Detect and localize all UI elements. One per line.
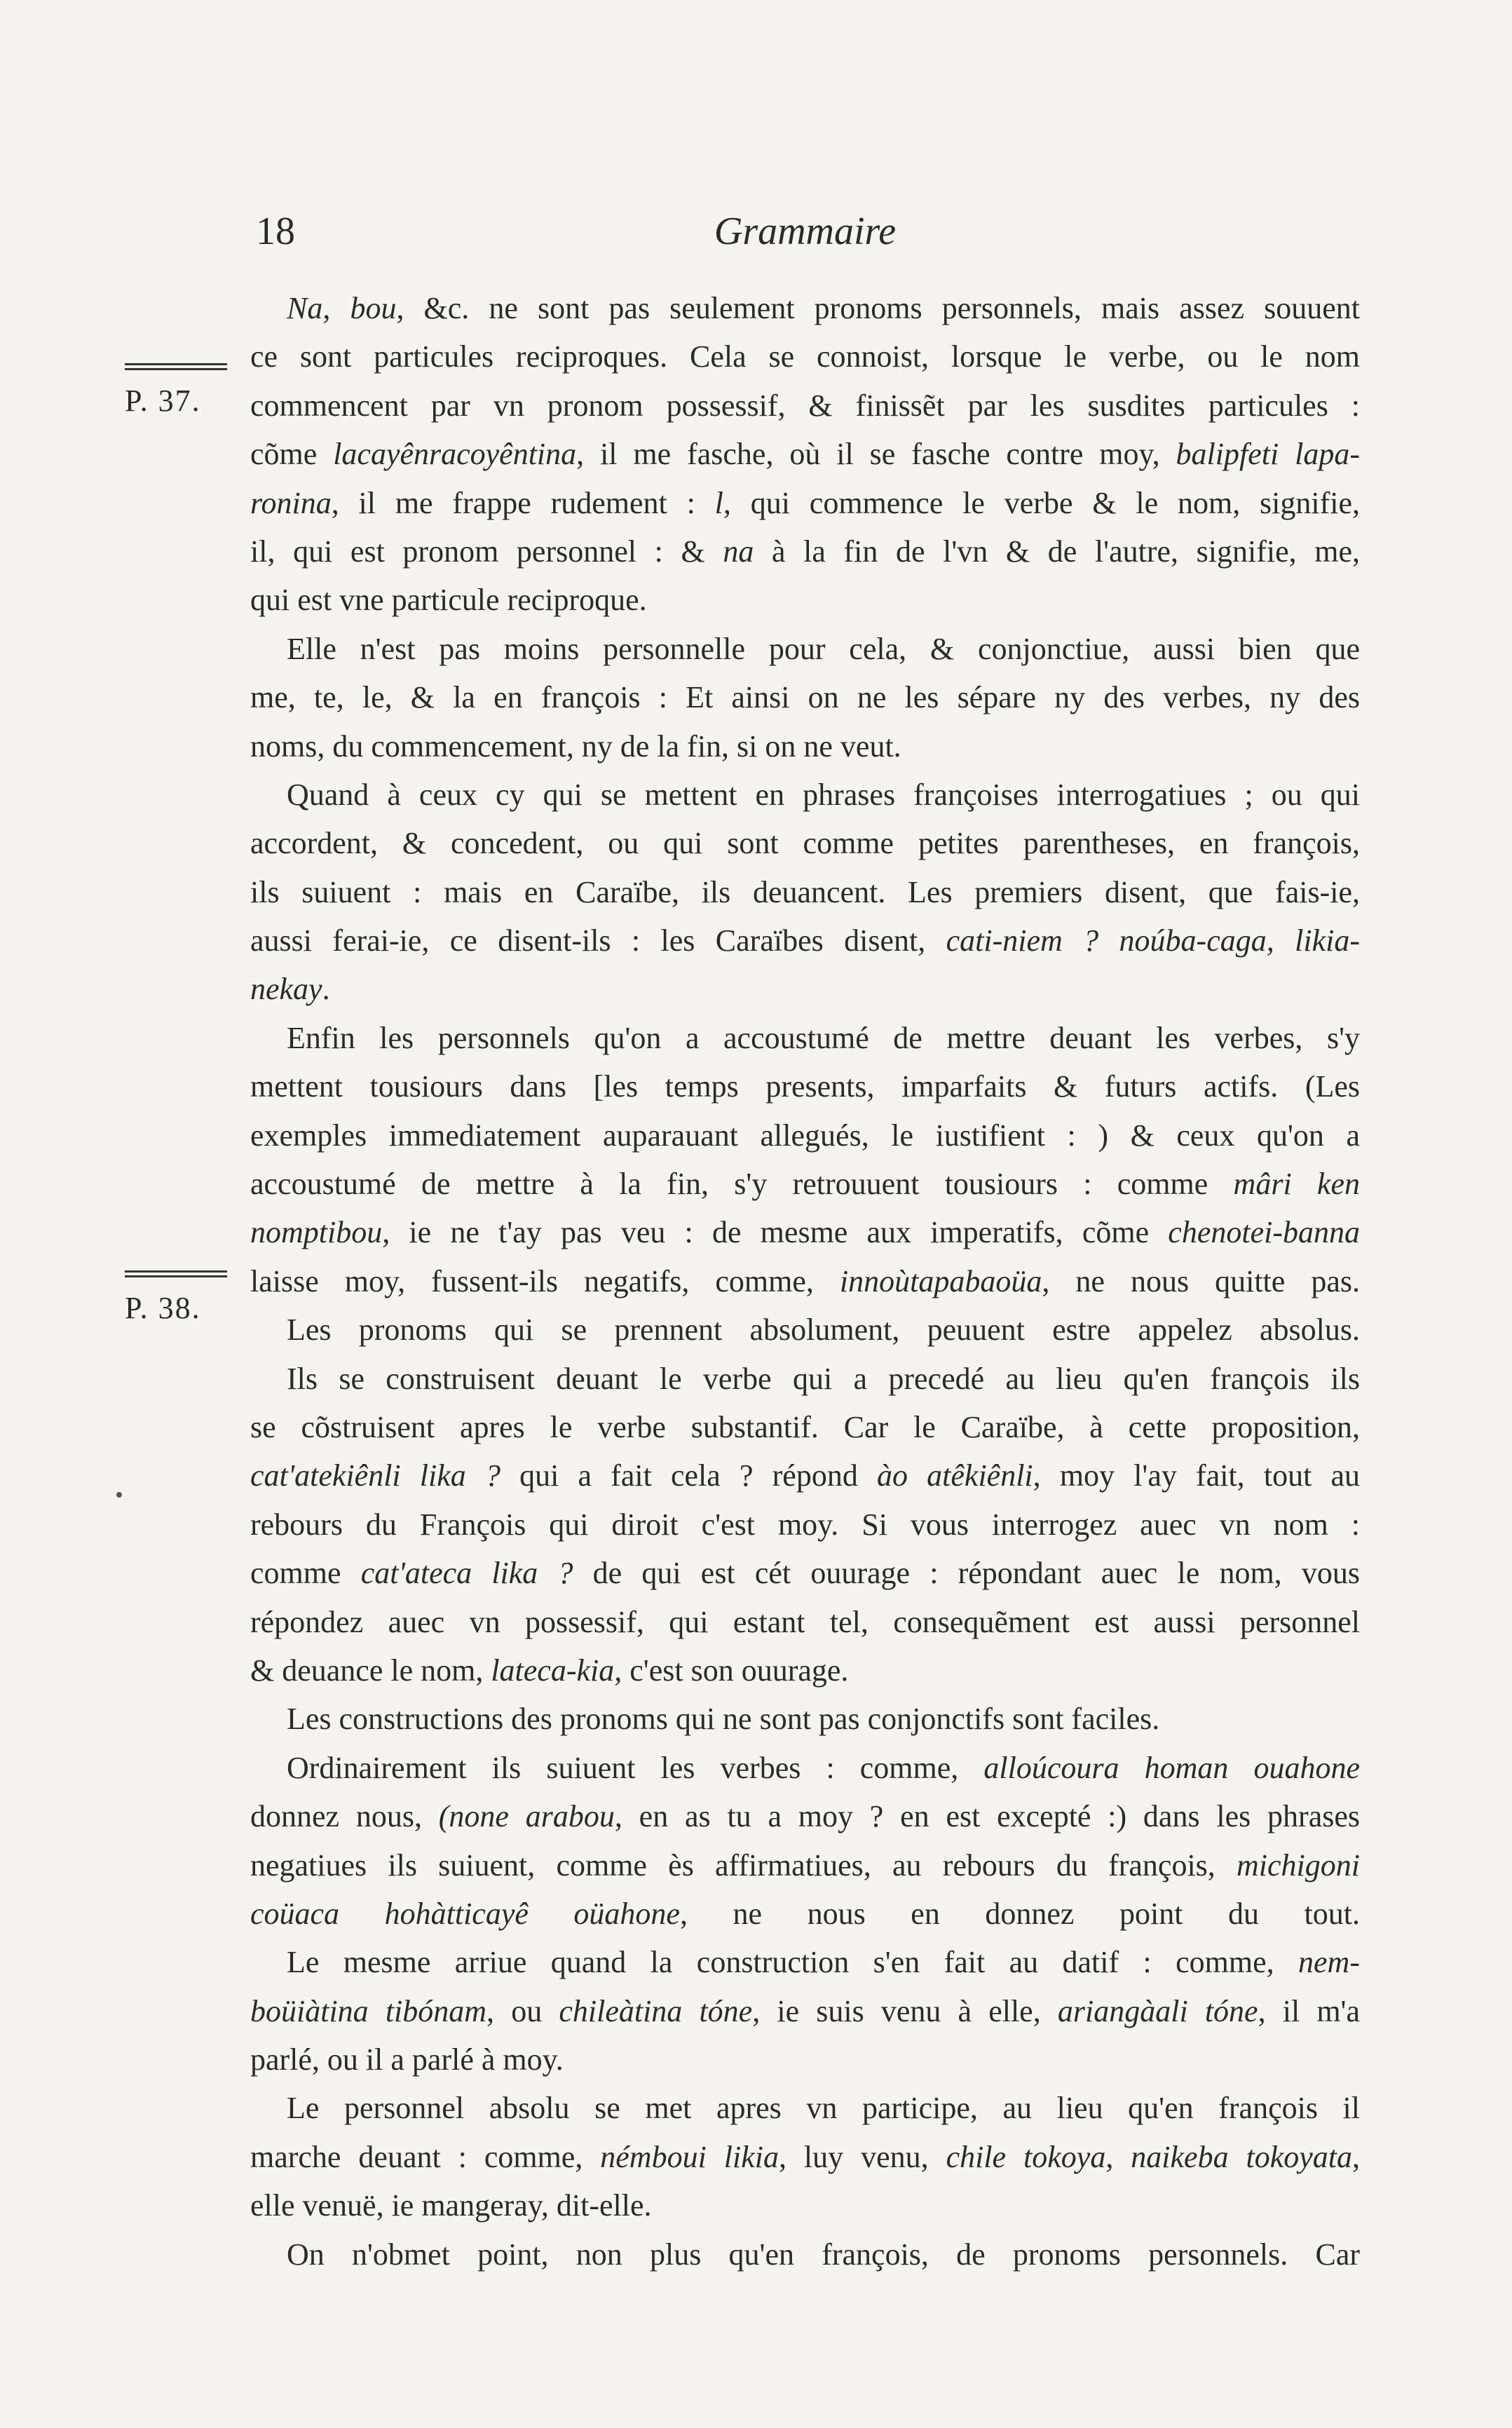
text-run: , ie suis venu à elle,	[752, 1993, 1058, 2028]
text-line	[250, 1646, 1360, 1695]
italic-word: lacayênracoyêntina	[333, 437, 577, 472]
text-line	[250, 1890, 1360, 1938]
text-run: ,	[322, 291, 350, 325]
italic-word: balipfeti lapa-	[1176, 437, 1360, 472]
text-line	[250, 1062, 1360, 1111]
italic-word: chenotei-banna	[1168, 1215, 1360, 1250]
text-run: commencent par vn pronom possessif, & finissẽt par les susdites particules :	[250, 388, 1360, 423]
text-line	[250, 2230, 1360, 2279]
text-run: , il me frappe rudement :	[331, 485, 715, 520]
italic-word: Na	[287, 291, 323, 325]
italic-word: michigoni	[1237, 1847, 1360, 1883]
italic-word: chile tokoya	[946, 2139, 1106, 2174]
text-run: , ne nous quitte pas.	[1042, 1263, 1360, 1298]
text-line	[250, 1841, 1360, 1890]
text-run: Les pronoms qui se prennent absolument, peuuent estre appelez absolus.	[287, 1313, 1360, 1348]
text-line	[250, 1355, 1360, 1403]
text-run: Elle n'est pas moins personnelle pour cela, & conjonctiue, aussi bien que	[287, 631, 1360, 666]
text-run: accoustumé de mettre à la fin, s'y retrouuent tousiours : comme	[250, 1167, 1234, 1202]
italic-word: ào atêkiênli	[877, 1458, 1033, 1493]
text-run: Enfin les personnels qu'on a accoustumé de mettre deuant les verbes, s'y	[287, 1020, 1360, 1055]
text-run: cõme	[250, 437, 334, 472]
text-run: me, te, le, & la en françois : Et ainsi on ne les sépare ny des verbes, ny des	[250, 680, 1360, 715]
text-run: Le personnel absolu se met apres vn participe, au lieu qu'en françois il	[287, 2091, 1360, 2126]
text-run: ,	[1105, 2139, 1131, 2174]
page-header	[250, 209, 1360, 265]
text-run: ,	[1352, 2139, 1361, 2174]
italic-word: naikeba tokoyata	[1131, 2139, 1353, 2174]
italic-word: bou	[350, 291, 397, 325]
italic-word: ronina	[250, 485, 332, 520]
text-run: aussi ferai-ie, ce disent-ils : les Caraïbes disent,	[250, 923, 946, 958]
text-line	[250, 1451, 1360, 1500]
text-line	[250, 479, 1360, 527]
text-run: c'est son ouurage.	[622, 1653, 849, 1688]
italic-word: chileàtina tóne	[559, 1993, 753, 2028]
text-run: comme	[250, 1556, 361, 1591]
text-line	[250, 1598, 1360, 1646]
text-run: à la fin de l'vn & de l'autre, signifie, me,	[754, 534, 1361, 569]
text-line	[250, 1500, 1360, 1549]
text-run: de qui est cét ouurage : répondant auec le nom, vous	[573, 1556, 1360, 1591]
text-line	[250, 1160, 1360, 1208]
text-line	[250, 381, 1360, 430]
text-line	[250, 1014, 1360, 1062]
text-run: , qui commence le verbe & le nom, signifie,	[723, 485, 1361, 520]
italic-word: ariangàali tóne	[1057, 1993, 1258, 2028]
text-run: Ordinairement ils suiuent les verbes : comme,	[287, 1750, 984, 1785]
text-run: , &c. ne sont pas seulement pronoms personnels, mais assez souuent	[396, 291, 1360, 325]
text-run: Quand à ceux cy qui se mettent en phrases françoises interrogatiues ; ou qui	[287, 777, 1360, 812]
text-line	[250, 1792, 1360, 1840]
text-run: laisse moy, fussent-ils negatifs, comme,	[250, 1263, 840, 1298]
text-line	[250, 527, 1360, 576]
text-run: se cõstruisent apres le verbe substantif. Car le Caraïbe, à cette proposition,	[250, 1409, 1360, 1444]
text-run: , il me fasche, où il se fasche contre moy,	[576, 437, 1176, 472]
italic-word: nekay	[250, 972, 322, 1007]
text-line	[250, 1257, 1360, 1305]
text-run: , il m'a	[1258, 1993, 1360, 2028]
text-line	[250, 965, 1360, 1013]
italic-word: cat'atekiênli lika ?	[250, 1458, 500, 1493]
text-run: parlé, ou il a parlé à moy.	[250, 2042, 564, 2077]
text-line	[250, 1305, 1360, 1354]
text-run: accordent, & concedent, ou qui sont comme petites parentheses, en françois,	[250, 826, 1360, 861]
text-run: mettent tousiours dans [les temps presents, imparfaits & futurs actifs. (Les	[250, 1069, 1360, 1104]
text-run: qui a fait cela ? répond	[500, 1458, 877, 1493]
text-run: , luy venu,	[778, 2139, 946, 2174]
italic-word: l	[714, 485, 723, 520]
text-run: qui est vne particule reciproque.	[250, 583, 647, 618]
text-line	[250, 868, 1360, 916]
italic-word: alloúcoura homan ouahone	[983, 1750, 1360, 1785]
text-line	[250, 819, 1360, 867]
text-line	[250, 1403, 1360, 1451]
text-line	[250, 2084, 1360, 2132]
italic-word: coüaca hohàtticayê oüahone	[250, 1896, 680, 1931]
text-line	[250, 576, 1360, 624]
text-run: Le mesme arriue quand la construction s'en fait au datif : comme,	[287, 1945, 1299, 1980]
text-run: exemples immediatement auparauant allegués, le iustifient : ) & ceux qu'on a	[250, 1118, 1360, 1153]
text-line	[250, 673, 1360, 721]
text-run: On n'obmet point, non plus qu'en françois, de pronoms personnels. Car	[287, 2237, 1360, 2272]
italic-word: innoùtapabaoüa	[839, 1263, 1042, 1298]
text-line	[250, 2181, 1360, 2230]
text-line	[250, 625, 1360, 673]
text-line	[250, 1695, 1360, 1743]
text-line	[250, 1938, 1360, 1986]
text-line	[250, 1987, 1360, 2035]
text-run: .	[322, 972, 330, 1007]
text-run: , ou	[486, 1993, 559, 2028]
margin-note-p37	[125, 363, 227, 419]
text-line	[250, 722, 1360, 771]
italic-word: némboui likia	[600, 2139, 779, 2174]
italic-word: boüiàtina tibónam	[250, 1993, 487, 2028]
text-line	[250, 1111, 1360, 1160]
text-run: noms, du commencement, ny de la fin, si on ne veut.	[250, 728, 901, 764]
margin-rule	[125, 1270, 227, 1277]
text-line	[250, 2035, 1360, 2084]
text-run: répondez auec vn possessif, qui estant tel, consequẽment est aussi personnel	[250, 1604, 1360, 1639]
margin-rule	[125, 363, 227, 370]
text-run: Ils se construisent deuant le verbe qui a precedé au lieu qu'en françois ils	[287, 1361, 1360, 1396]
text-run: , en as tu a moy ? en est excepté :) dans les phrases	[614, 1799, 1360, 1834]
italic-word: cat'ateca lika ?	[360, 1556, 573, 1591]
text-line	[250, 916, 1360, 965]
text-run: , ne nous en donnez point du tout.	[679, 1896, 1360, 1931]
italic-word: (none arabou	[438, 1799, 615, 1834]
text-line	[250, 2133, 1360, 2181]
text-run: rebours du François qui diroit c'est moy. Si vous interrogez auec vn nom :	[250, 1507, 1360, 1542]
italic-word: cati-niem ? noúba-caga, likia-	[946, 923, 1360, 958]
text-run: Les constructions des pronoms qui ne sont pas conjonctifs sont faciles.	[287, 1702, 1160, 1737]
text-line	[250, 1208, 1360, 1256]
margin-page-ref: P. 37.	[125, 384, 201, 418]
italic-word: nomptibou	[250, 1215, 383, 1250]
text-run: donnez nous,	[250, 1799, 439, 1834]
text-line	[250, 771, 1360, 819]
text-run: il, qui est pronom personnel : &	[250, 534, 723, 569]
page-number: 18	[256, 210, 295, 253]
italic-word: lateca-kia,	[491, 1653, 622, 1688]
running-head: Grammaire	[714, 210, 897, 253]
text-line	[250, 1744, 1360, 1792]
text-run: negatiues ils suiuent, comme ès affirmatiues, au rebours du françois,	[250, 1847, 1237, 1883]
italic-word: na	[723, 534, 754, 569]
text-run: & deuance le nom,	[250, 1653, 491, 1688]
body-text	[250, 284, 1360, 2279]
text-line	[250, 430, 1360, 478]
italic-word: nem-	[1298, 1945, 1360, 1980]
text-run: elle venuë, ie mangeray, dit-elle.	[250, 2188, 652, 2223]
text-run: marche deuant : comme,	[250, 2139, 601, 2174]
text-run: , moy l'ay fait, tout au	[1033, 1458, 1360, 1493]
text-run: , ie ne t'ay pas veu : de mesme aux imperatifs, cõme	[382, 1215, 1169, 1250]
margin-note-p38	[125, 1270, 227, 1326]
text-run: ce sont particules reciproques. Cela se connoist, lorsque le verbe, ou le nom	[250, 339, 1360, 374]
margin-page-ref: P. 38.	[125, 1291, 201, 1325]
italic-word: mâri ken	[1233, 1167, 1360, 1202]
text-line	[250, 332, 1360, 381]
margin-mark	[116, 1492, 122, 1498]
text-line	[250, 284, 1360, 332]
text-run: ils suiuent : mais en Caraïbe, ils deuancent. Les premiers disent, que fais-ie,	[250, 874, 1360, 909]
text-line	[250, 1549, 1360, 1597]
